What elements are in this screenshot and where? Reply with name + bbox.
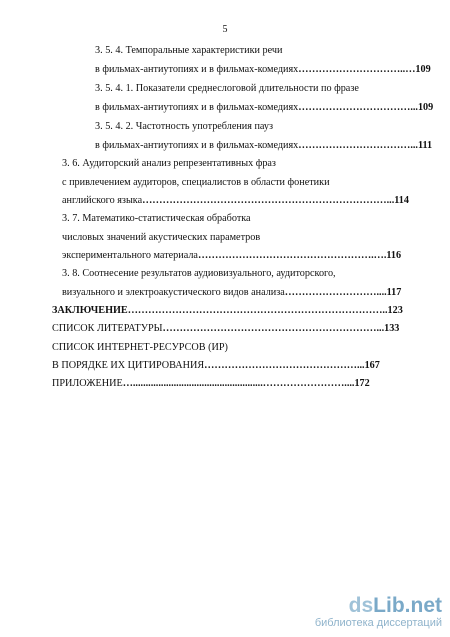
toc-entry: СПИСОК ИНТЕРНЕТ-РЕСУРСОВ (ИР): [52, 342, 228, 353]
toc-entry: 3. 6. Аудиторский анализ репрезентативных фраз: [62, 158, 276, 169]
watermark-logo: dsLib.net: [348, 594, 442, 617]
toc-entry: ЗАКЛЮЧЕНИЕ…………………………………………………………………..123: [52, 305, 403, 316]
toc-entry: СПИСОК ЛИТЕРАТУРЫ………………………………………………………...133: [52, 323, 400, 334]
toc-entry: с привлечением аудиторов, специалистов в области фонетики: [62, 177, 330, 188]
toc-entry: экспериментального материала…………………………………………….….116: [62, 250, 402, 261]
page-number: 5: [222, 24, 228, 35]
toc-entry: визуального и электроакустического видов анализа………………………....117: [62, 287, 402, 298]
toc-entry: 3. 5. 4. 1. Показатели среднеслоговой длительности по фразе: [95, 83, 359, 94]
watermark-subtitle: библиотека диссертаций: [314, 617, 442, 629]
toc-entry: 3. 5. 4. Темпоральные характеристики речи: [95, 45, 283, 56]
toc-entry: 3. 8. Соотнесение результатов аудиовизуального, аудиторского,: [62, 268, 336, 279]
toc-entry: в фильмах-антиутопиях и в фильмах-комедиях…………………………..…109: [95, 64, 431, 75]
toc-entry: ПРИЛОЖЕНИЕ…...................................................……………………....172: [52, 378, 370, 389]
toc-entry: числовых значений акустических параметров: [62, 232, 261, 243]
toc-entry: 3. 5. 4. 2. Частотность употребления пауз: [95, 121, 274, 132]
toc-entry: в фильмах-антиутопиях и в фильмах-комедиях……………………………...111: [95, 140, 433, 151]
toc-entry: 3. 7. Математико-статистическая обработка: [62, 213, 251, 224]
toc-entry: В ПОРЯДКЕ ИХ ЦИТИРОВАНИЯ………………………………………...167: [52, 360, 380, 371]
toc-entry: английского языка………………………………………………………………...114: [62, 195, 409, 206]
toc-entry: в фильмах-антиутопиях и в фильмах-комедиях……………………………...109: [95, 102, 434, 113]
watermark: [315, 595, 442, 629]
